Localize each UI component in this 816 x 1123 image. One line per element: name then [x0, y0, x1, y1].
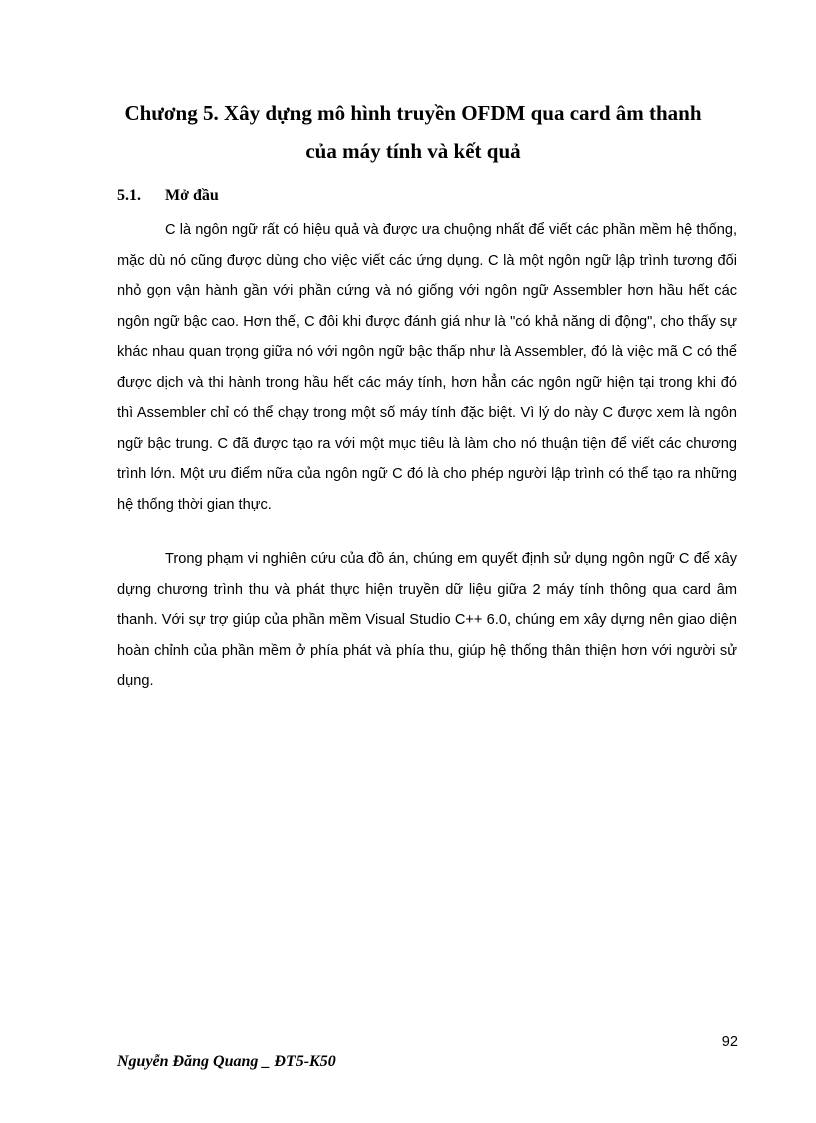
section-title: Mở đầu	[165, 187, 219, 204]
section-heading	[117, 184, 219, 208]
page-number: 92	[721, 1034, 738, 1050]
footer-author: Nguyễn Đăng Quang _ ĐT5-K50	[117, 1053, 336, 1070]
paragraph-1: C là ngôn ngữ rất có hiệu quả và được ưa chuộng nhất để viết các phần mềm hệ thống, mặc dù nó cũng được dùng cho việc viết các ứng dụng. C là một ngôn ngữ lập trình tương đối nhỏ gọn vận hành gần với phần cứng và nó giống với ngôn ngữ Assembler hơn hầu hết các ngôn ngữ bậc cao. Hơn thế, C đôi khi được đánh giá như là "có khả năng di động", cho thấy sự khác nhau quan trọng giữa nó với ngôn ngữ bậc thấp như là Assembler, đó là việc mã C có thể được dịch và thi hành trong hầu hết các máy tính, hơn hẳn các ngôn ngữ hiện tại trong khi đó thì Assembler chỉ có thể chạy trong một số máy tính đặc biệt. Vì lý do này C được xem là ngôn ngữ bậc trung. C đã được tạo ra với một mục tiêu là làm cho nó thuận tiện để viết các chương trình lớn. Một ưu điểm nữa của ngôn ngữ C đó là cho phép người lập trình có thể tạo ra những hệ thống thời gian thực.	[117, 222, 737, 513]
section-number: 5.1.	[117, 187, 141, 204]
chapter-title-line-1: Chương 5. Xây dựng mô hình truyền OFDM qua card âm thanh	[124, 101, 702, 125]
chapter-title-line-2: của máy tính và kết quả	[305, 139, 521, 163]
chapter-title	[100, 94, 726, 170]
paragraph-2: Trong phạm vi nghiên cứu của đồ án, chúng em quyết định sử dụng ngôn ngữ C để xây dựng chương trình thu và phát thực hiện truyền dữ liệu giữa 2 máy tính thông qua card âm thanh. Với sự trợ giúp của phần mềm Visual Studio C++ 6.0, chúng em xây dựng nên giao diện hoàn chỉnh của phần mềm ở phía phát và phía thu, giúp hệ thống thân thiện hơn với người sử dụng.	[117, 551, 737, 689]
